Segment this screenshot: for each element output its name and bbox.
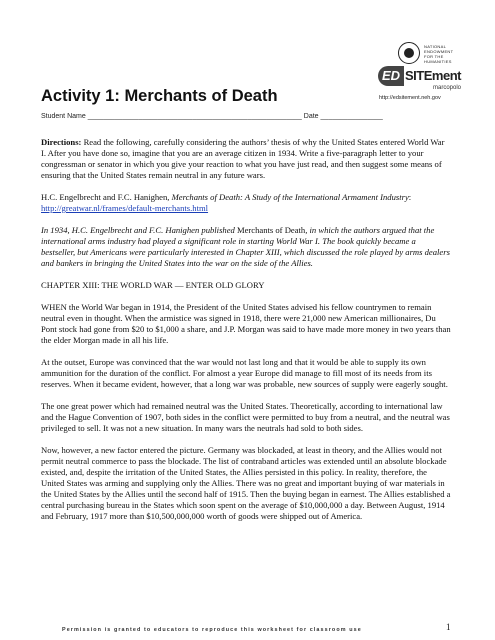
date-label: Date bbox=[303, 113, 319, 120]
document-body bbox=[41, 137, 451, 533]
citation-authors: H.C. Engelbrecht and F.C. Hanighen, bbox=[41, 192, 172, 202]
student-name-line[interactable]: _______________________________________________________ bbox=[87, 113, 302, 120]
logo-url: http://edsitement.neh.gov bbox=[379, 95, 441, 101]
intro-paragraph bbox=[41, 225, 451, 269]
body-paragraph-2: At the outset, Europe was convinced that the war would not last long and that it would be able to supply its own ammunition for the duration of the conflict. For almost a year Europe did manage to fill most of its needs from its reserves. When it became evident, however, that a long war was probable, new sources of supply were eagerly sought. bbox=[41, 357, 448, 389]
intro-part2: , in which the authors argued that the international arms industry had played a significant role in starting World War I. The book quickly became a bestseller, but Americans were particularly interested in Chapter XIII, which discussed the role played by arms dealers and bankers in bringing the United States into the war on the side of the Allies. bbox=[41, 225, 450, 268]
citation-paragraph bbox=[41, 192, 451, 214]
page-title: Activity 1: Merchants of Death bbox=[41, 87, 278, 105]
directions-text: Read the following, carefully considering the authors’ thesis of why the United States entered World War I. After you have done so, imagine that you are an average citizen in 1934. Write a five-paragraph letter to your congressman or senator in which you give your reaction to what you have just read, and then suggest some means of ensuring that the United States remain neutral in any future wars. bbox=[41, 137, 445, 180]
logo-marcopolo: marcopolo bbox=[433, 85, 462, 91]
body-paragraph-3: The one great power which had remained neutral was the United States. Theoretically, according to international law and the Hague Convention of 1907, both sides in the conflict were permitted to buy from a neutral, and the neutral was privileged to sell. It was not a new situation. In many wars the neutrals had sold to both sides. bbox=[41, 401, 450, 433]
permission-footer: Permission is granted to educators to reproduce this worksheet for classroom use bbox=[62, 627, 362, 633]
logo-ment-word: ment bbox=[431, 68, 461, 83]
neh-text: NATIONAL ENDOWMENT FOR THE HUMANITIES bbox=[424, 44, 454, 64]
chapter-heading: CHAPTER XIII: THE WORLD WAR — ENTER OLD GLORY bbox=[41, 280, 265, 290]
neh-seal-icon bbox=[398, 42, 420, 64]
logo-site-word: SITE bbox=[405, 68, 432, 83]
student-name-label: Student Name bbox=[41, 113, 86, 120]
intro-book-title: Merchants of Death bbox=[236, 225, 306, 235]
intro-part1: In 1934, H.C. Engelbrecht and F.C. Hanighen published bbox=[41, 225, 237, 235]
date-line[interactable]: ________________ bbox=[320, 113, 383, 120]
body-paragraph-4: Now, however, a new factor entered the picture. Germany was blockaded, at least in theory, and the Allies would not permit neutral commerce to pass the blockade. The list of contraband articles was extended until an absolute blockade existed, and, despite the irritation of the United States, the Allies persisted in this policy. In reality, therefore, the United States was arming and supplying only the Allies. There was no great and important buying of war materials in the United States by the Allies until the second half of 1915. Then the buying began in earnest. The Allies established a central purchasing bureau in the States which soon spent on the average of $10,000,000 a day. Between August, 1914 and February, 1917 more than $10,500,000,000 worth of goods were shipped out of America. bbox=[41, 445, 451, 521]
directions-label: Directions: bbox=[41, 137, 82, 147]
logo-site bbox=[405, 65, 461, 85]
citation-book-title: Merchants of Death: A Study of the International Armament Industry bbox=[171, 192, 409, 202]
page-number: 1 bbox=[446, 622, 451, 632]
body-paragraph-1: WHEN the World War began in 1914, the President of the United States advised his fellow countrymen to remain neutral even in thought. When the armistice was signed in 1918, there were 21,000 new American millionaires, Du Pont stock had gone from $20 to $1,000 a share, and J.P. Morgan was said to have made more money in two years than the elder Morgan made in all his life. bbox=[41, 302, 451, 345]
student-info-line bbox=[41, 113, 383, 120]
directions-paragraph bbox=[41, 137, 451, 181]
logo-ed: ED bbox=[378, 66, 404, 86]
edsitement-logo bbox=[378, 40, 478, 106]
citation-link[interactable]: http://greatwar.nl/frames/default-merchants.html bbox=[41, 203, 209, 213]
citation-sep: : bbox=[408, 192, 412, 202]
